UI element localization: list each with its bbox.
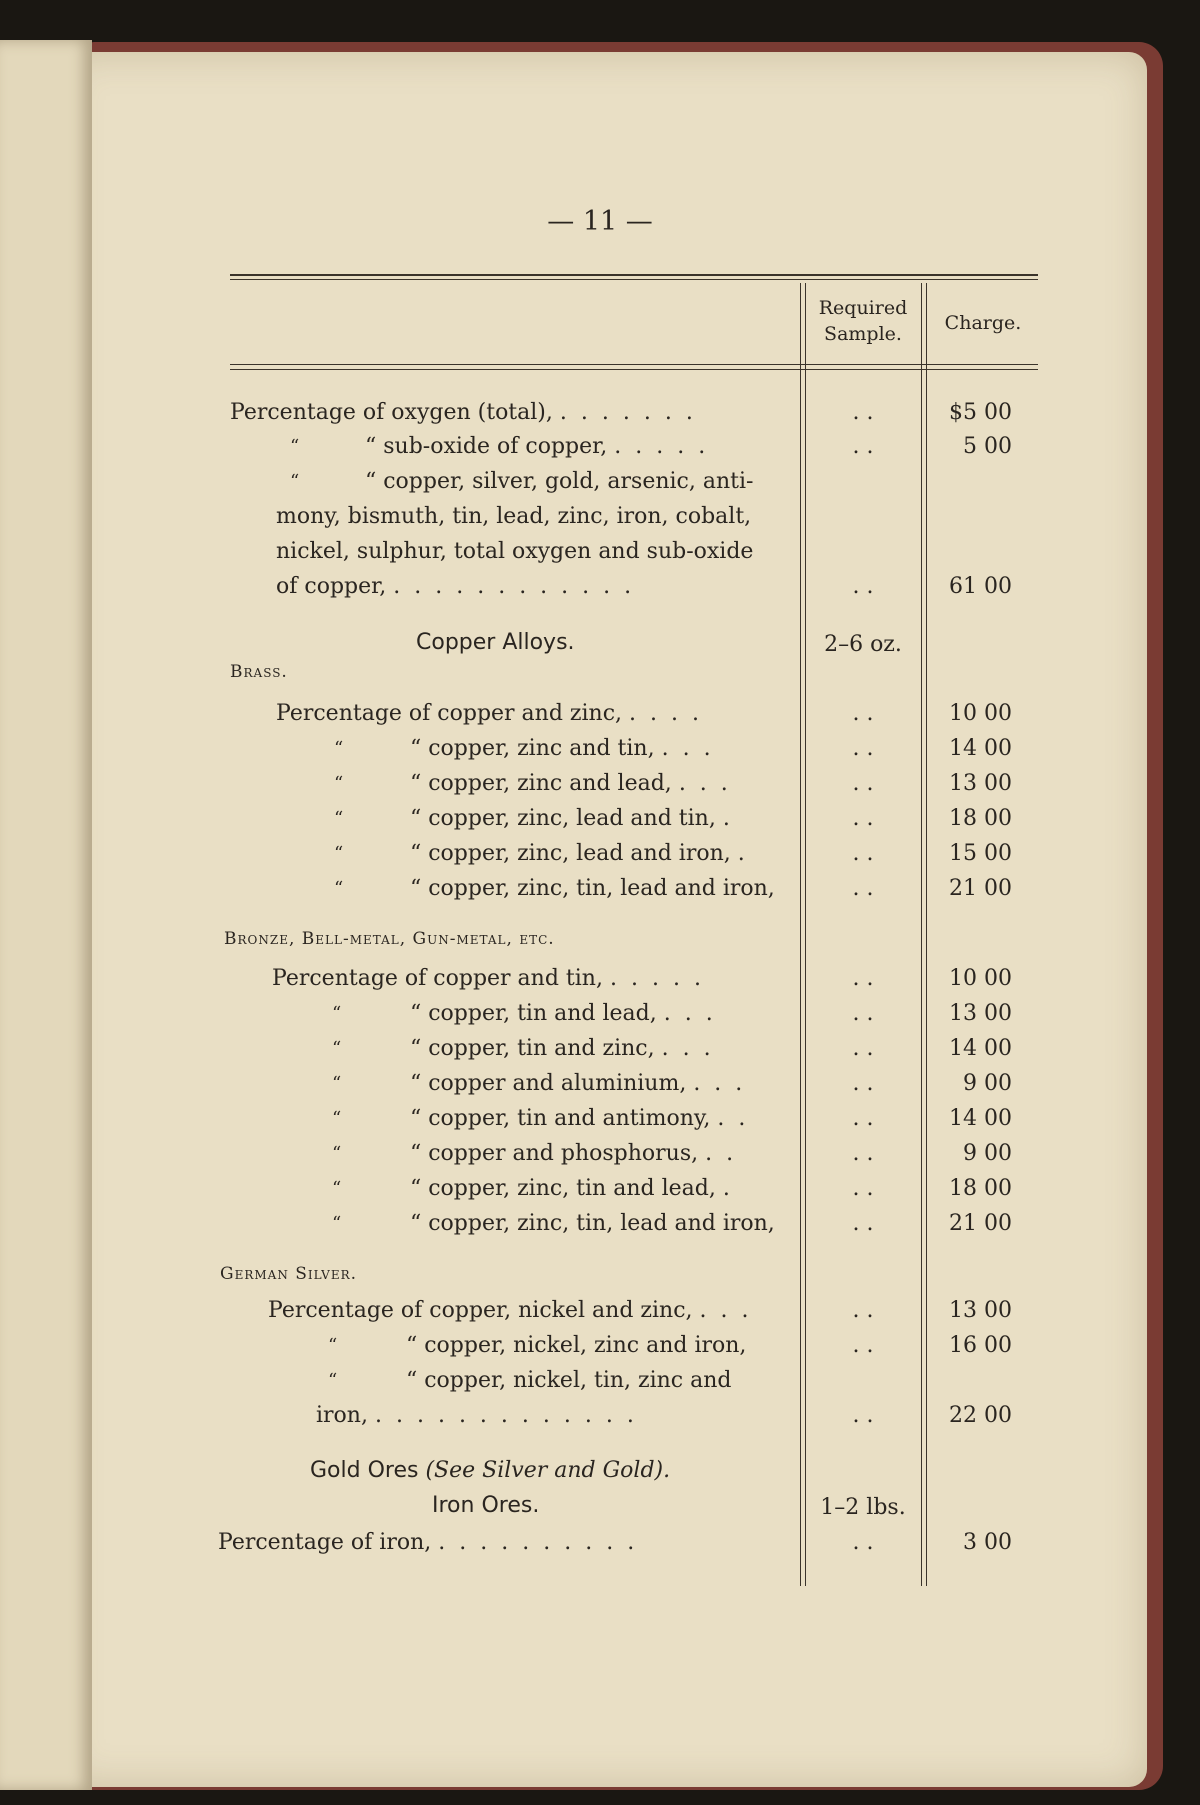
row-oxygen-full-line3: nickel, sulphur, total oxygen and sub-oxide bbox=[276, 539, 754, 564]
top-rule bbox=[230, 274, 1038, 276]
row-oxygen-full-line1: “ copper, silver, gold, arsenic, anti- bbox=[365, 469, 754, 494]
charge-value: 18 00 bbox=[949, 1176, 1012, 1201]
charge-value: 15 00 bbox=[949, 841, 1012, 866]
ditto-mark: “ bbox=[334, 808, 344, 829]
top-rule-thin bbox=[230, 279, 1038, 280]
row-bronze-1: Percentage of copper and tin, ..... bbox=[272, 966, 715, 991]
row-brass-3: “ copper, zinc and lead, ... bbox=[410, 771, 742, 796]
charge-value: 21 00 bbox=[949, 1211, 1012, 1236]
charge-value: $5 00 bbox=[949, 400, 1012, 425]
sample-value: . . bbox=[852, 841, 874, 866]
sample-value: . . bbox=[852, 1106, 874, 1131]
ditto-mark: “ bbox=[332, 1178, 342, 1199]
ditto-mark: “ bbox=[328, 1370, 338, 1391]
charge-value: 9 00 bbox=[963, 1141, 1012, 1166]
row-bronze-5: “ copper, tin and antimony, .. bbox=[410, 1106, 760, 1131]
ditto-mark: “ bbox=[332, 1143, 342, 1164]
ditto-mark: “ bbox=[332, 1003, 342, 1024]
ditto-mark: “ bbox=[290, 436, 300, 457]
column-divider-2a bbox=[921, 283, 922, 1586]
sample-value: . . bbox=[852, 876, 874, 901]
ditto-mark: “ bbox=[332, 1213, 342, 1234]
charge-value: 21 00 bbox=[949, 876, 1012, 901]
sample-value: . . bbox=[852, 771, 874, 796]
sample-value: . . bbox=[852, 1530, 874, 1555]
section-heading-copper-alloys: Copper Alloys. bbox=[416, 630, 575, 655]
sample-value: . . bbox=[852, 1001, 874, 1026]
charge-value: 13 00 bbox=[949, 771, 1012, 796]
charge-value: 18 00 bbox=[949, 806, 1012, 831]
row-bronze-8: “ copper, zinc, tin, lead and iron, bbox=[410, 1211, 775, 1236]
sample-value: . . bbox=[852, 574, 874, 599]
charge-value: 61 00 bbox=[949, 574, 1012, 599]
row-bronze-3: “ copper, tin and zinc, ... bbox=[410, 1036, 725, 1061]
subheading-brass: Brass. bbox=[230, 662, 288, 682]
row-brass-1: Percentage of copper and zinc, .... bbox=[276, 701, 714, 726]
row-bronze-4: “ copper and aluminium, ... bbox=[410, 1071, 757, 1096]
sample-value: . . bbox=[852, 1141, 874, 1166]
ditto-mark: “ bbox=[332, 1073, 342, 1094]
row-brass-5: “ copper, zinc, lead and iron, . bbox=[410, 841, 759, 866]
charge-value: 9 00 bbox=[963, 1071, 1012, 1096]
charge-value: 13 00 bbox=[949, 1298, 1012, 1323]
charge-value: 10 00 bbox=[949, 966, 1012, 991]
header-rule-2 bbox=[230, 369, 1038, 370]
ditto-mark: “ bbox=[332, 1038, 342, 1059]
ditto-mark: “ bbox=[334, 843, 344, 864]
header-required-sample: Required Sample. bbox=[818, 297, 908, 345]
subheading-german-silver: German Silver. bbox=[220, 1264, 358, 1284]
row-german-3-line2: iron, ............. bbox=[316, 1403, 648, 1428]
row-german-1: Percentage of copper, nickel and zinc, ... bbox=[268, 1298, 763, 1323]
row-oxygen-full-line2: mony, bismuth, tin, lead, zinc, iron, cobalt, bbox=[276, 504, 752, 529]
row-bronze-7: “ copper, zinc, tin and lead, . bbox=[410, 1176, 744, 1201]
section-heading-gold-ores: Gold Ores (See Silver and Gold). bbox=[310, 1458, 671, 1483]
ditto-mark: “ bbox=[332, 1108, 342, 1129]
sample-value: . . bbox=[852, 1298, 874, 1323]
header-rule bbox=[230, 364, 1038, 365]
header-charge: Charge. bbox=[944, 312, 1022, 334]
row-brass-2: “ copper, zinc and tin, ... bbox=[410, 736, 725, 761]
charge-value: 13 00 bbox=[949, 1001, 1012, 1026]
column-divider-2b bbox=[926, 283, 927, 1586]
column-divider-1b bbox=[805, 283, 806, 1586]
sample-value: . . bbox=[852, 1211, 874, 1236]
sample-value: 2–6 oz. bbox=[824, 632, 902, 657]
row-oxygen-full-line4: of copper, ............ bbox=[276, 574, 646, 599]
row-bronze-2: “ copper, tin and lead, ... bbox=[410, 1001, 727, 1026]
charge-value: 3 00 bbox=[963, 1530, 1012, 1555]
sample-value: . . bbox=[852, 1403, 874, 1428]
sample-value: . . bbox=[852, 400, 874, 425]
ditto-mark: “ bbox=[328, 1335, 338, 1356]
page-number: — 11 — bbox=[547, 206, 653, 237]
charge-value: 14 00 bbox=[949, 1106, 1012, 1131]
charge-value: 16 00 bbox=[949, 1333, 1012, 1358]
charge-value: 22 00 bbox=[949, 1403, 1012, 1428]
column-divider-1a bbox=[800, 283, 801, 1586]
row-brass-6: “ copper, zinc, tin, lead and iron, bbox=[410, 876, 775, 901]
row-bronze-6: “ copper and phosphorus, .. bbox=[410, 1141, 748, 1166]
row-german-3-line1: “ copper, nickel, tin, zinc and bbox=[406, 1368, 732, 1393]
sample-value: 1–2 lbs. bbox=[820, 1495, 906, 1520]
ditto-mark: “ bbox=[334, 773, 344, 794]
sample-value: . . bbox=[852, 701, 874, 726]
row-oxygen-suboxide: “ sub-oxide of copper, ..... bbox=[365, 434, 720, 459]
ditto-mark: “ bbox=[334, 738, 344, 759]
row-iron-1: Percentage of iron, .......... bbox=[218, 1530, 649, 1555]
sample-value: . . bbox=[852, 434, 874, 459]
sample-value: . . bbox=[852, 806, 874, 831]
row-oxygen-total: Percentage of oxygen (total), ....... bbox=[230, 400, 707, 425]
sample-value: . . bbox=[852, 1176, 874, 1201]
left-page-edge bbox=[0, 40, 92, 1790]
charge-value: 10 00 bbox=[949, 701, 1012, 726]
charge-value: 14 00 bbox=[949, 736, 1012, 761]
charge-value: 14 00 bbox=[949, 1036, 1012, 1061]
sample-value: . . bbox=[852, 1333, 874, 1358]
charge-value: 5 00 bbox=[963, 434, 1012, 459]
ditto-mark: “ bbox=[334, 878, 344, 899]
sample-value: . . bbox=[852, 966, 874, 991]
row-german-2: “ copper, nickel, zinc and iron, bbox=[406, 1333, 747, 1358]
row-brass-4: “ copper, zinc, lead and tin, . bbox=[410, 806, 744, 831]
ditto-mark: “ bbox=[290, 471, 300, 492]
sample-value: . . bbox=[852, 1036, 874, 1061]
section-heading-iron-ores: Iron Ores. bbox=[432, 1493, 540, 1518]
sample-value: . . bbox=[852, 1071, 874, 1096]
subheading-bronze: Bronze, Bell-metal, Gun-metal, etc. bbox=[224, 929, 555, 949]
sample-value: . . bbox=[852, 736, 874, 761]
